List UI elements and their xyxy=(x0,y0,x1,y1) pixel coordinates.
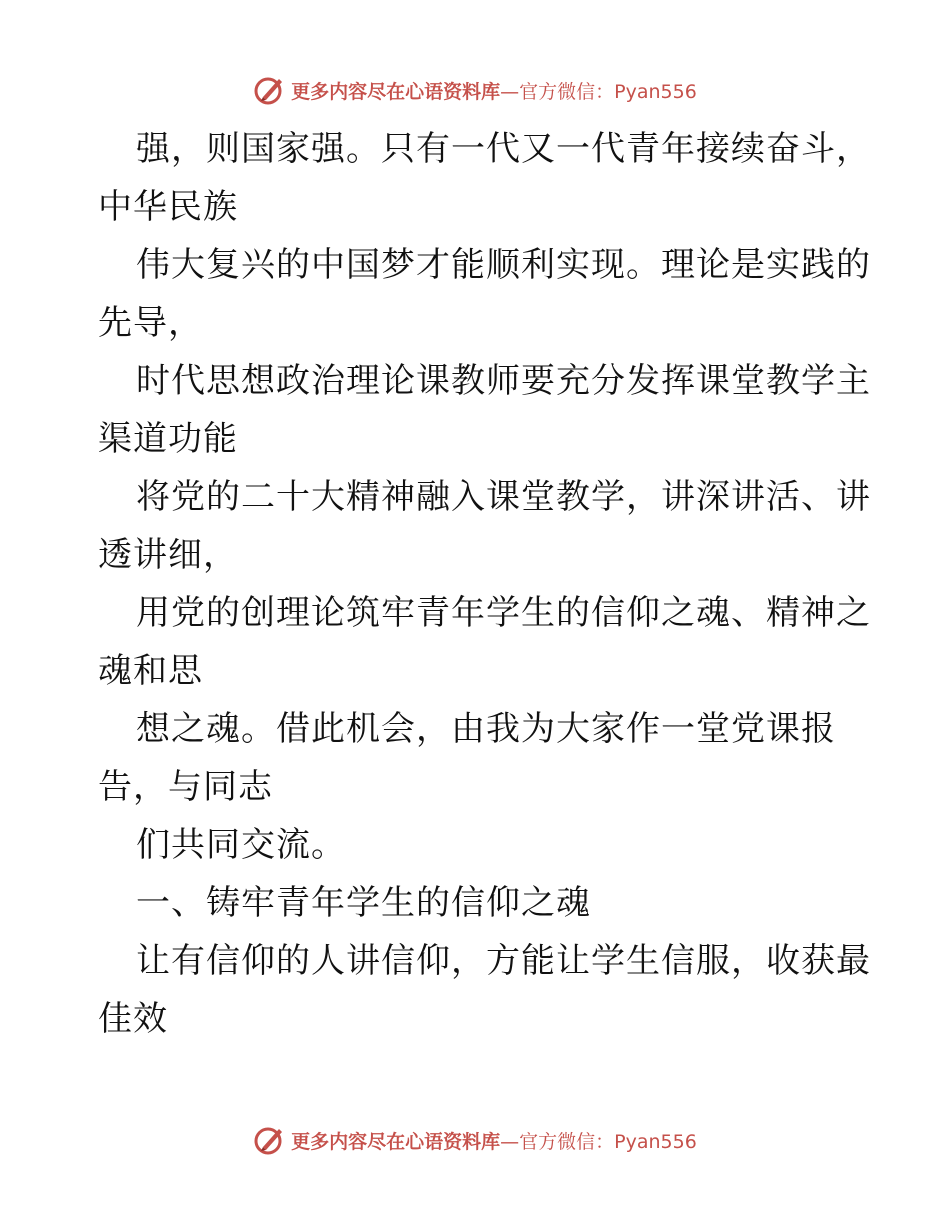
body-line: 佳效 xyxy=(98,999,168,1039)
body-line: 时代思想政治理论课教师要充分发挥课堂教学主 xyxy=(136,361,871,401)
body-line: 让有信仰的人讲信仰，方能让学生信服，收获最 xyxy=(136,941,871,981)
watermark-dash: — xyxy=(500,1130,520,1153)
body-line: 将党的二十大精神融入课堂教学，讲深讲活、讲 xyxy=(136,477,871,517)
watermark-dash: — xyxy=(500,80,520,103)
body-line: 伟大复兴的中国梦才能顺利实现。理论是实践的 xyxy=(136,245,871,285)
pen-circle-logo-icon xyxy=(253,73,287,107)
body-line: 们共同交流。 xyxy=(136,825,346,865)
body-line: 想之魂。借此机会，由我为大家作一堂党课报 xyxy=(136,709,836,749)
header-watermark xyxy=(0,70,950,110)
watermark-brand: 更多内容尽在心语资料库 xyxy=(291,1130,501,1153)
body-line: 强，则国家强。只有一代又一代青年接续奋斗， xyxy=(136,129,871,169)
watermark-brand: 更多内容尽在心语资料库 xyxy=(291,80,501,103)
watermark-contact: 官方微信：Pyan556 xyxy=(519,80,697,103)
watermark-text xyxy=(291,1127,697,1154)
body-line: 透讲细， xyxy=(98,535,238,575)
body-line: 用党的创理论筑牢青年学生的信仰之魂、精神之 xyxy=(136,593,871,633)
watermark-contact: 官方微信：Pyan556 xyxy=(519,1130,697,1153)
pen-circle-logo-icon xyxy=(253,1123,287,1157)
body-line: 渠道功能 xyxy=(98,419,238,459)
footer-watermark xyxy=(0,1120,950,1160)
document-body xyxy=(98,120,871,1048)
body-line: 先导， xyxy=(98,303,203,343)
watermark-text xyxy=(291,77,697,104)
body-line: 告，与同志 xyxy=(98,767,273,807)
body-line: 中华民族 xyxy=(98,187,238,227)
body-line: 魂和思 xyxy=(98,651,203,691)
section-heading: 一、铸牢青年学生的信仰之魂 xyxy=(136,883,591,923)
